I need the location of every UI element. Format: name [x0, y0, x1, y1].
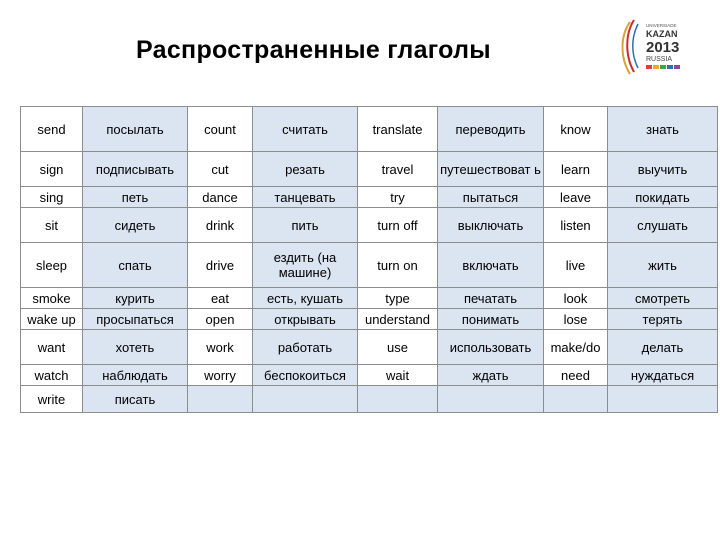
english-verb-cell: smoke [21, 288, 83, 309]
svg-text:KAZAN: KAZAN [646, 29, 678, 39]
table-row [21, 187, 718, 208]
russian-verb-cell: ездить (на машине) [253, 243, 358, 288]
russian-verb-cell: переводить [438, 107, 544, 152]
table-row [21, 208, 718, 243]
russian-verb-cell [438, 386, 544, 413]
svg-text:UNIVERSIADE: UNIVERSIADE [646, 23, 677, 28]
english-verb-cell: make/do [544, 330, 608, 365]
english-verb-cell: wait [358, 365, 438, 386]
english-verb-cell: turn on [358, 243, 438, 288]
russian-verb-cell: знать [608, 107, 718, 152]
table-row [21, 365, 718, 386]
english-verb-cell: worry [188, 365, 253, 386]
universiade-logo [616, 14, 690, 88]
russian-verb-cell: покидать [608, 187, 718, 208]
russian-verb-cell: пить [253, 208, 358, 243]
english-verb-cell: cut [188, 152, 253, 187]
russian-verb-cell: посылать [83, 107, 188, 152]
english-verb-cell: use [358, 330, 438, 365]
svg-text:RUSSIA: RUSSIA [646, 56, 673, 63]
russian-verb-cell: спать [83, 243, 188, 288]
english-verb-cell: sing [21, 187, 83, 208]
verbs-table [20, 106, 718, 413]
russian-verb-cell: подписывать [83, 152, 188, 187]
russian-verb-cell: нуждаться [608, 365, 718, 386]
russian-verb-cell: есть, кушать [253, 288, 358, 309]
russian-verb-cell: выключать [438, 208, 544, 243]
english-verb-cell [188, 386, 253, 413]
english-verb-cell: dance [188, 187, 253, 208]
english-verb-cell: drink [188, 208, 253, 243]
english-verb-cell: look [544, 288, 608, 309]
russian-verb-cell: считать [253, 107, 358, 152]
english-verb-cell: try [358, 187, 438, 208]
russian-verb-cell: выучить [608, 152, 718, 187]
english-verb-cell: write [21, 386, 83, 413]
russian-verb-cell: слушать [608, 208, 718, 243]
english-verb-cell: drive [188, 243, 253, 288]
english-verb-cell: turn off [358, 208, 438, 243]
russian-verb-cell: резать [253, 152, 358, 187]
english-verb-cell: know [544, 107, 608, 152]
english-verb-cell: travel [358, 152, 438, 187]
russian-verb-cell: открывать [253, 309, 358, 330]
russian-verb-cell: жить [608, 243, 718, 288]
english-verb-cell: need [544, 365, 608, 386]
russian-verb-cell [608, 386, 718, 413]
english-verb-cell: learn [544, 152, 608, 187]
table-row [21, 288, 718, 309]
russian-verb-cell: пытаться [438, 187, 544, 208]
english-verb-cell: sign [21, 152, 83, 187]
english-verb-cell: sit [21, 208, 83, 243]
english-verb-cell: type [358, 288, 438, 309]
svg-text:2013: 2013 [646, 39, 680, 56]
english-verb-cell [544, 386, 608, 413]
russian-verb-cell: беспокоиться [253, 365, 358, 386]
english-verb-cell: wake up [21, 309, 83, 330]
russian-verb-cell: петь [83, 187, 188, 208]
english-verb-cell: understand [358, 309, 438, 330]
russian-verb-cell: сидеть [83, 208, 188, 243]
russian-verb-cell: ждать [438, 365, 544, 386]
russian-verb-cell: просыпаться [83, 309, 188, 330]
english-verb-cell: want [21, 330, 83, 365]
russian-verb-cell: танцевать [253, 187, 358, 208]
english-verb-cell: translate [358, 107, 438, 152]
english-verb-cell: sleep [21, 243, 83, 288]
russian-verb-cell: наблюдать [83, 365, 188, 386]
page-title: Распространенные глаголы [136, 36, 491, 64]
russian-verb-cell: работать [253, 330, 358, 365]
russian-verb-cell: печатать [438, 288, 544, 309]
english-verb-cell [358, 386, 438, 413]
russian-verb-cell: писать [83, 386, 188, 413]
russian-verb-cell: курить [83, 288, 188, 309]
english-verb-cell: watch [21, 365, 83, 386]
russian-verb-cell: использовать [438, 330, 544, 365]
english-verb-cell: lose [544, 309, 608, 330]
english-verb-cell: eat [188, 288, 253, 309]
english-verb-cell: work [188, 330, 253, 365]
table-row [21, 386, 718, 413]
russian-verb-cell: терять [608, 309, 718, 330]
table-row [21, 330, 718, 365]
russian-verb-cell: путешествоват ь [438, 152, 544, 187]
english-verb-cell: count [188, 107, 253, 152]
table-row [21, 152, 718, 187]
russian-verb-cell: включать [438, 243, 544, 288]
table-row [21, 107, 718, 152]
russian-verb-cell: хотеть [83, 330, 188, 365]
english-verb-cell: listen [544, 208, 608, 243]
english-verb-cell: open [188, 309, 253, 330]
russian-verb-cell: смотреть [608, 288, 718, 309]
russian-verb-cell: понимать [438, 309, 544, 330]
table-row [21, 309, 718, 330]
english-verb-cell: send [21, 107, 83, 152]
english-verb-cell: leave [544, 187, 608, 208]
table-row [21, 243, 718, 288]
russian-verb-cell [253, 386, 358, 413]
english-verb-cell: live [544, 243, 608, 288]
russian-verb-cell: делать [608, 330, 718, 365]
